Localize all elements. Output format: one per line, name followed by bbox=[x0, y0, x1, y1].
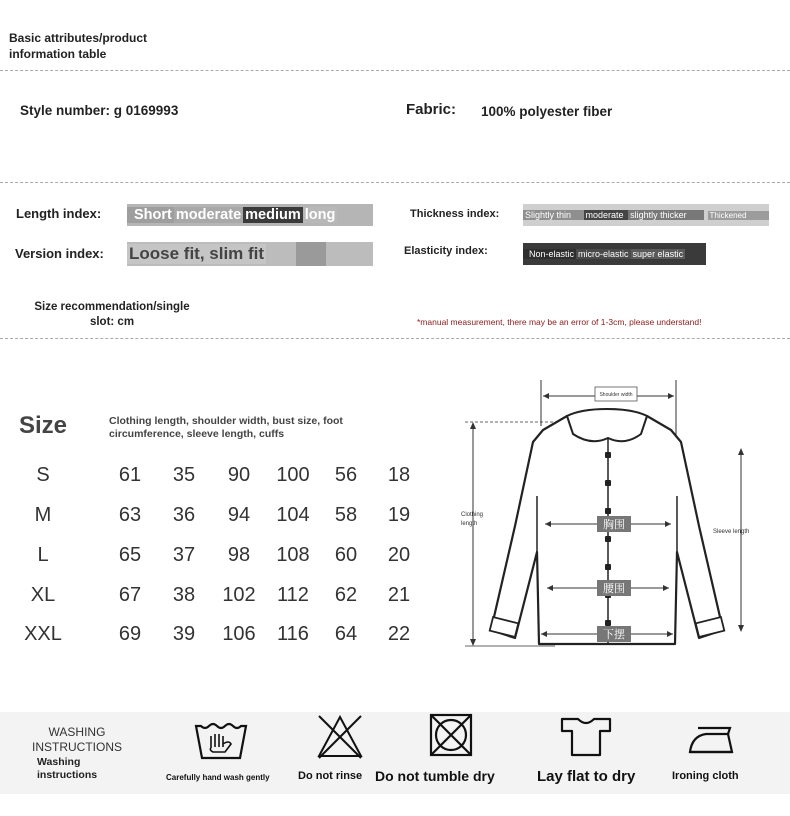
elasticity-index-options bbox=[523, 243, 706, 265]
arrowhead bbox=[470, 422, 476, 429]
garment-diagram bbox=[455, 376, 755, 650]
version-index-label: Version index: bbox=[15, 246, 104, 261]
size-row-label: L bbox=[37, 544, 49, 566]
arrowhead bbox=[543, 393, 549, 399]
clothing-length-label-1: Clothing bbox=[461, 512, 484, 518]
size-table-cell: 64 bbox=[334, 623, 358, 645]
size-table-cell: 56 bbox=[334, 464, 358, 486]
size-row-label: S bbox=[36, 464, 50, 486]
length-option-medium: medium bbox=[245, 207, 301, 223]
arrowhead bbox=[738, 625, 744, 632]
size-columns-description: Clothing length, shoulder width, bust size, foot circumference, sleeve length, cuffs bbox=[109, 415, 343, 440]
divider bbox=[0, 338, 790, 339]
length-index-label: Length index: bbox=[16, 206, 102, 221]
lay-flat-icon bbox=[558, 715, 614, 759]
size-table-cell: 20 bbox=[387, 544, 411, 566]
iron-icon bbox=[684, 718, 738, 758]
size-table-cell: 90 bbox=[227, 464, 251, 486]
version-swatch bbox=[296, 242, 326, 266]
elasticity-index-label: Elasticity index: bbox=[404, 245, 488, 257]
size-table-cell: 94 bbox=[227, 504, 251, 526]
thickness-option-moderate: moderate bbox=[584, 210, 629, 220]
washing-subtitle-line1: Washing bbox=[37, 756, 81, 768]
length-option-long: long bbox=[304, 207, 336, 223]
thickness-option-thickened: Thickened bbox=[708, 211, 769, 220]
arrowhead bbox=[470, 639, 476, 646]
size-table-cell: 67 bbox=[118, 584, 142, 606]
shirt-collar bbox=[567, 409, 647, 441]
size-table-cell: 60 bbox=[334, 544, 358, 566]
thickness-option-thin: Slightly thin bbox=[523, 210, 584, 220]
size-table-cell: 65 bbox=[118, 544, 142, 566]
size-table-cell: 102 bbox=[222, 584, 256, 606]
washing-title bbox=[22, 725, 132, 755]
arrowhead bbox=[738, 448, 744, 455]
size-table-cell: 61 bbox=[118, 464, 142, 486]
divider bbox=[0, 182, 790, 183]
size-table-cell: 63 bbox=[118, 504, 142, 526]
no-rinse-icon bbox=[315, 712, 365, 760]
size-column-title: Size bbox=[19, 412, 68, 439]
length-index-options bbox=[127, 204, 373, 226]
no-tumble-dry-label: Do not tumble dry bbox=[375, 768, 495, 784]
size-table-cell: 104 bbox=[276, 504, 310, 526]
length-option-moderate: moderate bbox=[175, 207, 242, 223]
elasticity-option-none: Non-elastic bbox=[523, 249, 576, 259]
thickness-option-thicker: slightly thicker bbox=[628, 210, 703, 220]
size-table-cell: 21 bbox=[387, 584, 411, 606]
size-table-cell: 22 bbox=[387, 623, 411, 645]
lay-flat-label: Lay flat to dry bbox=[537, 768, 636, 785]
elasticity-option-super: super elastic bbox=[632, 249, 684, 259]
washing-panel bbox=[0, 712, 790, 794]
thickness-index-options bbox=[523, 204, 769, 226]
size-recommendation-line1: Size recommendation/single bbox=[34, 301, 190, 313]
ironing-label: Ironing cloth bbox=[672, 770, 739, 782]
measurement-note: *manual measurement, there may be an error of 1-3cm, please understand! bbox=[417, 317, 702, 327]
size-table-cell: 35 bbox=[172, 464, 196, 486]
fabric-label: Fabric: bbox=[406, 101, 457, 118]
washing-subtitle bbox=[37, 756, 97, 782]
waist-label: 腰围 bbox=[603, 583, 625, 595]
size-recommendation bbox=[22, 300, 202, 330]
size-table-cell: 100 bbox=[276, 464, 310, 486]
washing-title-line2: INSTRUCTIONS bbox=[32, 740, 122, 754]
size-row-label: M bbox=[34, 504, 52, 526]
size-table-cell: 108 bbox=[276, 544, 310, 566]
washing-subtitle-line2: instructions bbox=[37, 769, 98, 781]
length-option-short: Short bbox=[127, 207, 174, 223]
divider bbox=[0, 70, 790, 71]
size-table-cell: 37 bbox=[172, 544, 196, 566]
clothing-length-label-2: length bbox=[461, 521, 478, 527]
size-table-cell: 112 bbox=[277, 584, 309, 606]
shoulder-width-label: Shoulder width bbox=[599, 392, 633, 398]
hand-wash-icon bbox=[193, 714, 249, 762]
version-index-value bbox=[127, 242, 373, 266]
size-table-cell: 18 bbox=[387, 464, 411, 486]
table-title bbox=[9, 30, 179, 62]
no-rinse-label: Do not rinse bbox=[298, 770, 363, 782]
size-table-cell: 116 bbox=[277, 623, 309, 645]
size-table-cell: 106 bbox=[222, 623, 256, 645]
sleeve-length-label: Sleeve length bbox=[713, 529, 750, 535]
size-table-cell: 36 bbox=[172, 504, 196, 526]
size-table-cell: 19 bbox=[387, 504, 411, 526]
thickness-index-label: Thickness index: bbox=[410, 208, 500, 220]
hem-label: 下摆 bbox=[603, 629, 625, 641]
size-table-cell: 69 bbox=[118, 623, 142, 645]
washing-title-line1: WASHING bbox=[48, 725, 106, 739]
style-number: Style number: g 0169993 bbox=[20, 103, 179, 118]
size-recommendation-line2: slot: cm bbox=[89, 316, 135, 328]
size-table-cell: 38 bbox=[172, 584, 196, 606]
table-title-line2: information table bbox=[9, 47, 107, 61]
elasticity-option-micro: micro-elastic bbox=[578, 249, 629, 259]
size-table-cell: 58 bbox=[334, 504, 358, 526]
size-row-label: XL bbox=[30, 584, 56, 606]
table-title-line1: Basic attributes/product bbox=[9, 31, 148, 45]
size-table-cell: 39 bbox=[172, 623, 196, 645]
hand-wash-label: Carefully hand wash gently bbox=[166, 773, 270, 782]
no-tumble-dry-icon bbox=[427, 712, 475, 758]
chest-label: 胸围 bbox=[603, 519, 625, 531]
size-row-label: XXL bbox=[24, 623, 62, 645]
arrowhead bbox=[668, 393, 674, 399]
fabric-value: 100% polyester fiber bbox=[481, 104, 613, 119]
version-value-text: Loose fit, slim fit bbox=[129, 244, 265, 263]
size-table-cell: 98 bbox=[227, 544, 251, 566]
size-table-cell: 62 bbox=[334, 584, 358, 606]
